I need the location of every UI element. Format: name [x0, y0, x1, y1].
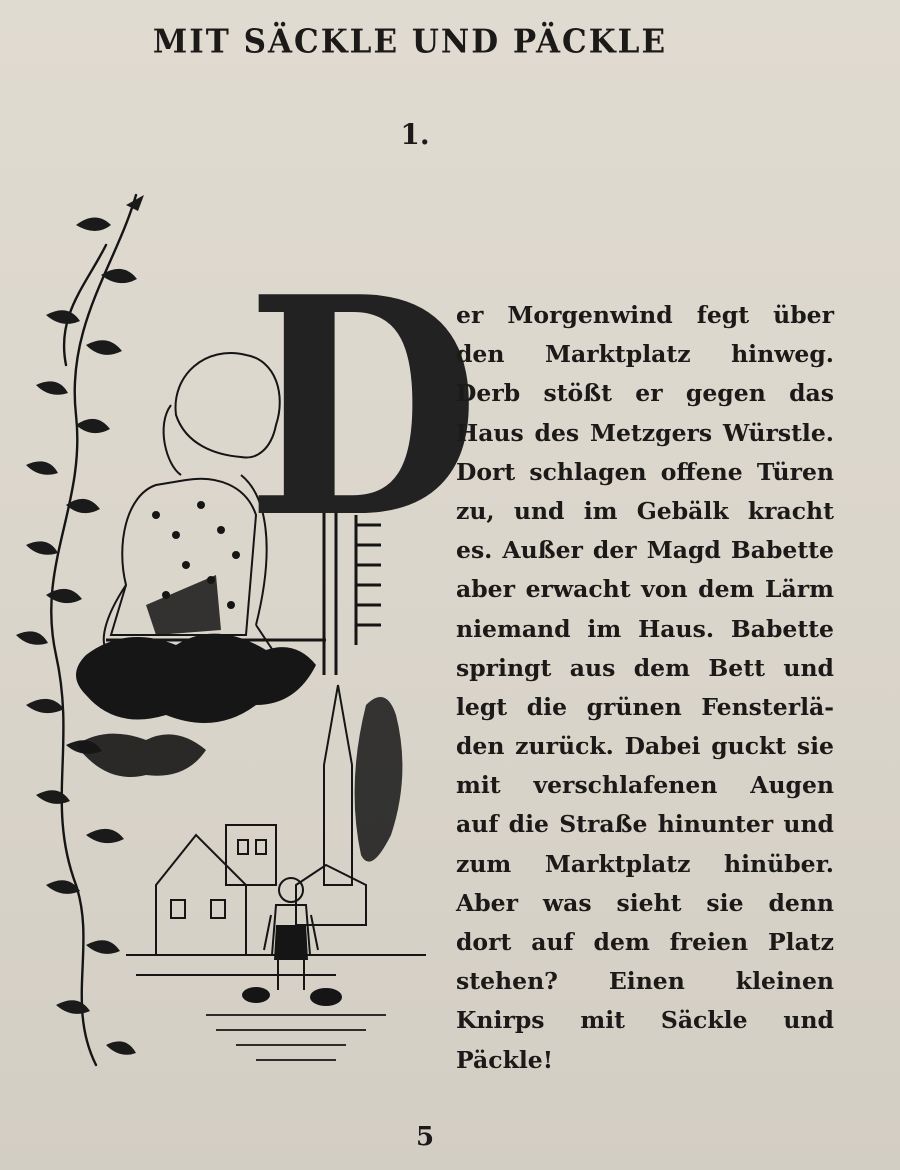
- text-line: zum Marktplatz hinüber.: [456, 849, 834, 878]
- body-paragraph: [456, 296, 834, 1080]
- text-line: zu, und im Gebälk kracht: [456, 496, 834, 525]
- text-line: den Marktplatz hinweg.: [456, 340, 834, 369]
- text-line: niemand im Haus. Babette: [456, 614, 834, 643]
- text-line: legt die grünen Fensterlä-: [456, 692, 834, 721]
- text-line: er Morgenwind fegt über: [456, 301, 834, 329]
- text-line: dort auf dem freien Platz: [456, 928, 834, 956]
- page-title: MIT SÄCKLE UND PÄCKLE: [152, 23, 668, 61]
- text-line: Knirps mit Säckle und: [456, 1006, 834, 1035]
- text-line: auf die Straße hinunter und: [456, 810, 834, 839]
- text-line: Derb stößt er gegen das: [456, 379, 834, 408]
- text-line: stehen? Einen kleinen: [456, 967, 834, 996]
- text-line: mit verschlafenen Augen: [456, 771, 834, 800]
- text-line: springt aus dem Bett und: [456, 653, 834, 682]
- text-line: den zurück. Dabei guckt sie: [456, 732, 834, 761]
- text-line: Aber was sieht sie denn: [456, 888, 834, 917]
- chapter-number: 1.: [400, 118, 430, 151]
- text-line: es. Außer der Magd Babette: [456, 536, 834, 565]
- page-number: 5: [415, 1122, 435, 1152]
- text-line: Haus des Metzgers Würstle.: [456, 418, 834, 447]
- drop-cap-letter: D: [246, 231, 481, 584]
- text-line: Päckle!: [456, 1045, 554, 1074]
- text-line: Dort schlagen offene Türen: [456, 457, 834, 486]
- text-line: aber erwacht von dem Lärm: [456, 575, 834, 604]
